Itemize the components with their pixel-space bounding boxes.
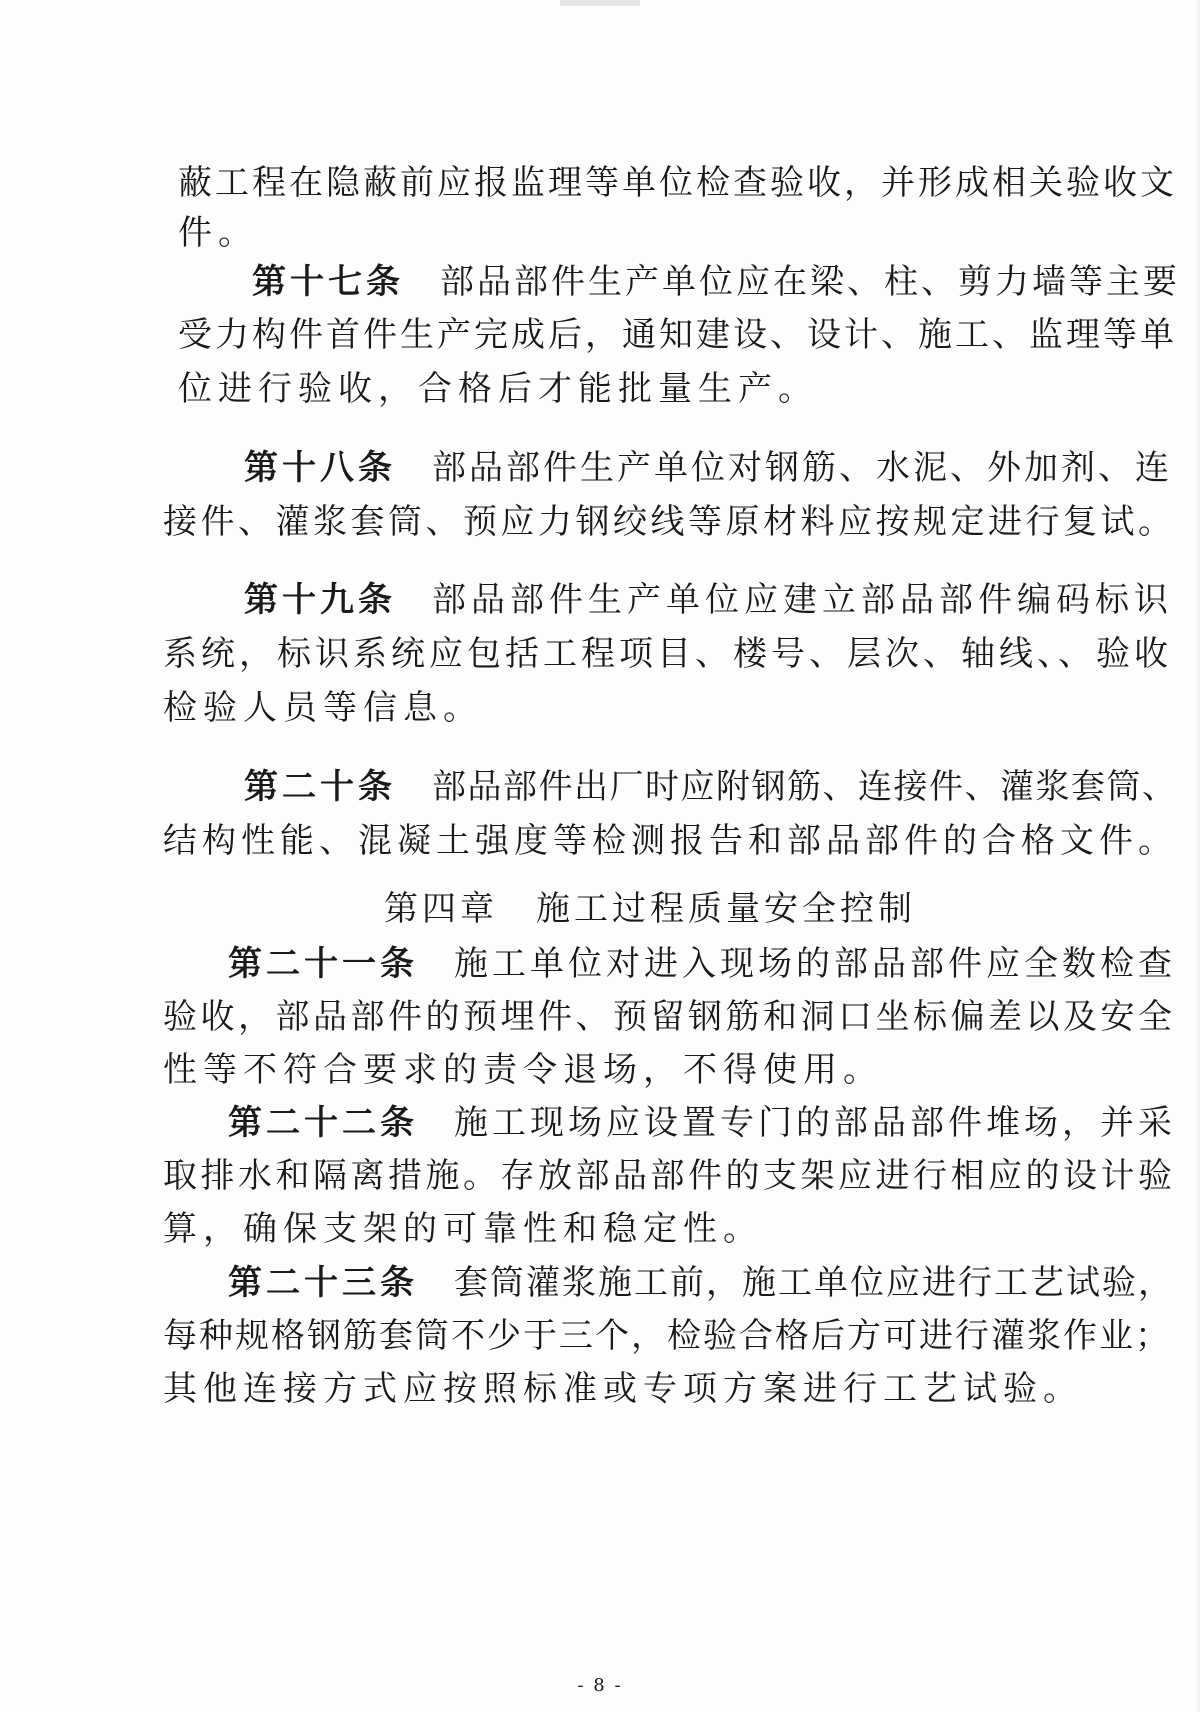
article-23-first-line	[228, 1263, 1174, 1303]
article-21-line1: 施工单位对进入现场的部品部件应全数检查	[454, 944, 1176, 984]
article-19-line1: 部品部件生产单位应建立部品部件编码标识	[432, 580, 1173, 620]
article-22-title: 第二十二条	[228, 1103, 418, 1143]
para16-line1: 蔽工程在隐蔽前应报监理等单位检查验收，并形成相关验收文	[178, 163, 1177, 203]
article-17-first-line	[252, 262, 1180, 302]
article-22-first-line	[228, 1103, 1176, 1143]
article-18-first-line	[244, 448, 1172, 488]
article-17-title: 第十七条	[252, 262, 404, 302]
article-21-title: 第二十一条	[228, 944, 418, 984]
article-17-line1: 部品部件生产单位应在梁、柱、剪力墙等主要	[440, 262, 1180, 302]
chapter-4-heading: 第四章 施工过程质量安全控制	[384, 889, 916, 929]
article-20-line1: 部品部件出厂时应附钢筋、连接件、灌浆套筒、	[432, 767, 1178, 807]
article-22-line2: 取排水和隔离措施。存放部品部件的支架应进行相应的设计验	[163, 1156, 1176, 1196]
article-18-title: 第十八条	[244, 448, 396, 488]
article-17-line2: 受力构件首件生产完成后，通知建设、设计、施工、监理等单	[178, 315, 1177, 355]
page-number: - 8 -	[577, 1675, 623, 1696]
article-18-line1: 部品部件生产单位对钢筋、水泥、外加剂、连	[432, 448, 1172, 488]
para16-line2: 件。	[178, 213, 258, 253]
article-22-line3: 算，确保支架的可靠性和稳定性。	[163, 1209, 763, 1249]
article-23-line3: 其他连接方式应按照标准或专项方案进行工艺试验。	[163, 1369, 1083, 1409]
article-18-line2: 接件、灌浆套筒、预应力钢绞线等原材料应按规定进行复试。	[163, 502, 1176, 542]
article-21-line3: 性等不符合要求的责令退场，不得使用。	[163, 1050, 883, 1090]
scan-edge-shadow	[1194, 0, 1200, 1712]
article-20-first-line	[244, 767, 1178, 807]
article-23-line1: 套筒灌浆施工前，施工单位应进行工艺试验，	[454, 1263, 1174, 1303]
article-20-title: 第二十条	[244, 767, 396, 807]
article-20-line2: 结构性能、混凝土强度等检测报告和部品部件的合格文件。	[163, 821, 1177, 861]
article-23-line2: 每种规格钢筋套筒不少于三个，检验合格后方可进行灌浆作业；	[163, 1316, 1171, 1356]
article-19-line2: 系统，标识系统应包括工程项目、楼号、层次、轴线、、验收	[163, 634, 1172, 674]
article-23-title: 第二十三条	[228, 1263, 418, 1303]
article-19-line3: 检验人员等信息。	[163, 688, 483, 728]
article-19-first-line	[244, 580, 1173, 620]
article-21-line2: 验收，部品部件的预埋件、预留钢筋和洞口坐标偏差以及安全	[163, 997, 1176, 1037]
article-22-line1: 施工现场应设置专门的部品部件堆场，并采	[454, 1103, 1176, 1143]
article-21-first-line	[228, 944, 1176, 984]
article-19-title: 第十九条	[244, 580, 396, 620]
scan-artifact	[560, 0, 640, 6]
article-17-line3: 位进行验收，合格后才能批量生产。	[178, 369, 818, 409]
